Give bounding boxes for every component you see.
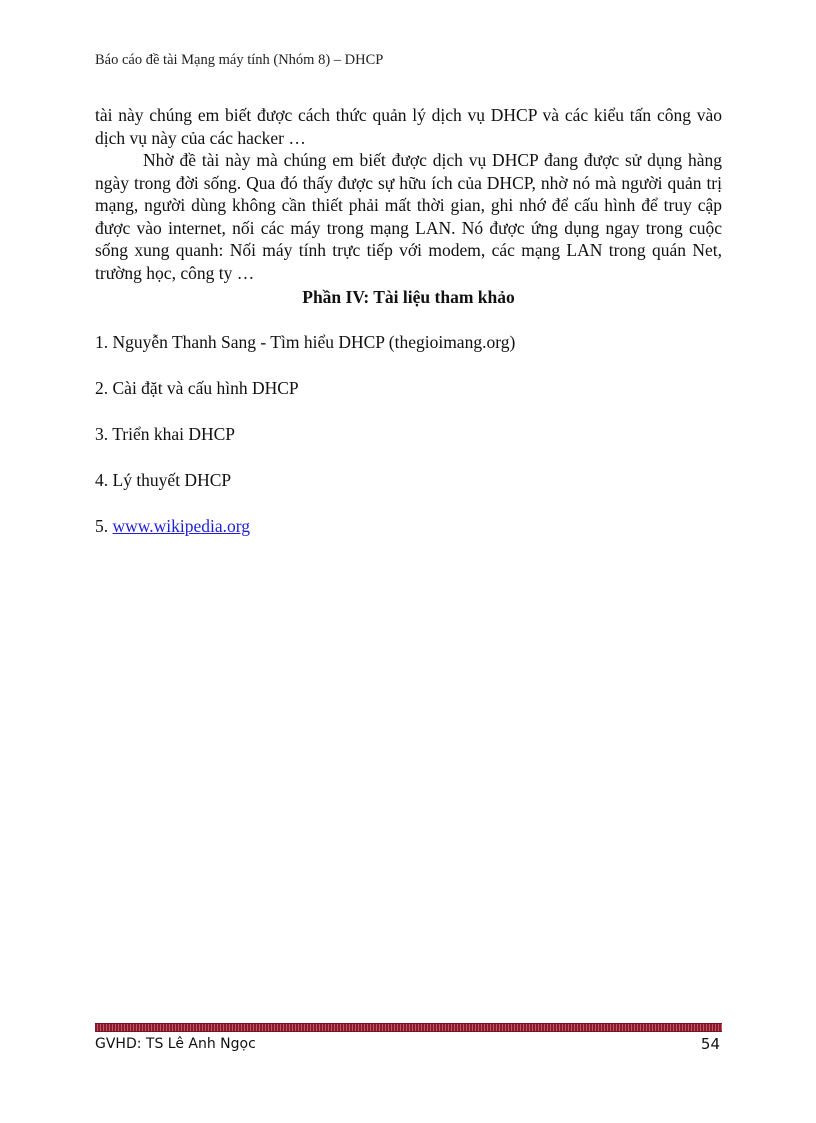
wikipedia-link[interactable]: www.wikipedia.org bbox=[112, 516, 251, 536]
reference-item bbox=[95, 515, 515, 561]
reference-item bbox=[95, 423, 515, 469]
body-text bbox=[95, 104, 722, 284]
reference-text: Cài đặt và cấu hình DHCP bbox=[112, 378, 299, 398]
footer-divider bbox=[95, 1023, 722, 1032]
reference-text: Lý thuyết DHCP bbox=[112, 470, 232, 490]
section-title: Phần IV: Tài liệu tham khảo bbox=[302, 287, 515, 307]
paragraph: Nhờ đề tài này mà chúng em biết được dịch vụ DHCP đang được sử dụng hàng ngày trong đời sống. Qua đó thấy được sự hữu ích của DHCP, nhờ nó mà người quản trị mạng, người dùng không cần thiết phải mất thời gian, ghi nhớ để cấu hình để truy cập được vào internet, nối các máy trong mạng LAN. Nó được ứng dụng ngay trong cuộc sống xung quanh: Nối máy tính trực tiếp với modem, các mạng LAN trong quán Net, trường học, công ty … bbox=[95, 150, 722, 283]
reference-text: Triển khai DHCP bbox=[112, 424, 236, 444]
page-number: 54 bbox=[700, 1035, 720, 1053]
paragraph: tài này chúng em biết được cách thức quản lý dịch vụ DHCP và các kiểu tấn công vào dịch vụ này của các hacker … bbox=[95, 105, 722, 148]
reference-list bbox=[95, 331, 515, 561]
reference-number: 1. bbox=[95, 332, 109, 352]
reference-number: 3. bbox=[95, 424, 109, 444]
reference-text: Nguyễn Thanh Sang - Tìm hiểu DHCP (thegioimang.org) bbox=[112, 332, 516, 352]
page-header: Báo cáo đề tài Mạng máy tính (Nhóm 8) – DHCP bbox=[95, 52, 384, 68]
reference-number: 5. bbox=[95, 516, 109, 536]
reference-item bbox=[95, 469, 515, 515]
reference-item bbox=[95, 377, 515, 423]
footer-supervisor: GVHD: TS Lê Anh Ngọc bbox=[95, 1036, 256, 1052]
reference-number: 4. bbox=[95, 470, 109, 490]
reference-item bbox=[95, 331, 515, 377]
reference-number: 2. bbox=[95, 378, 109, 398]
